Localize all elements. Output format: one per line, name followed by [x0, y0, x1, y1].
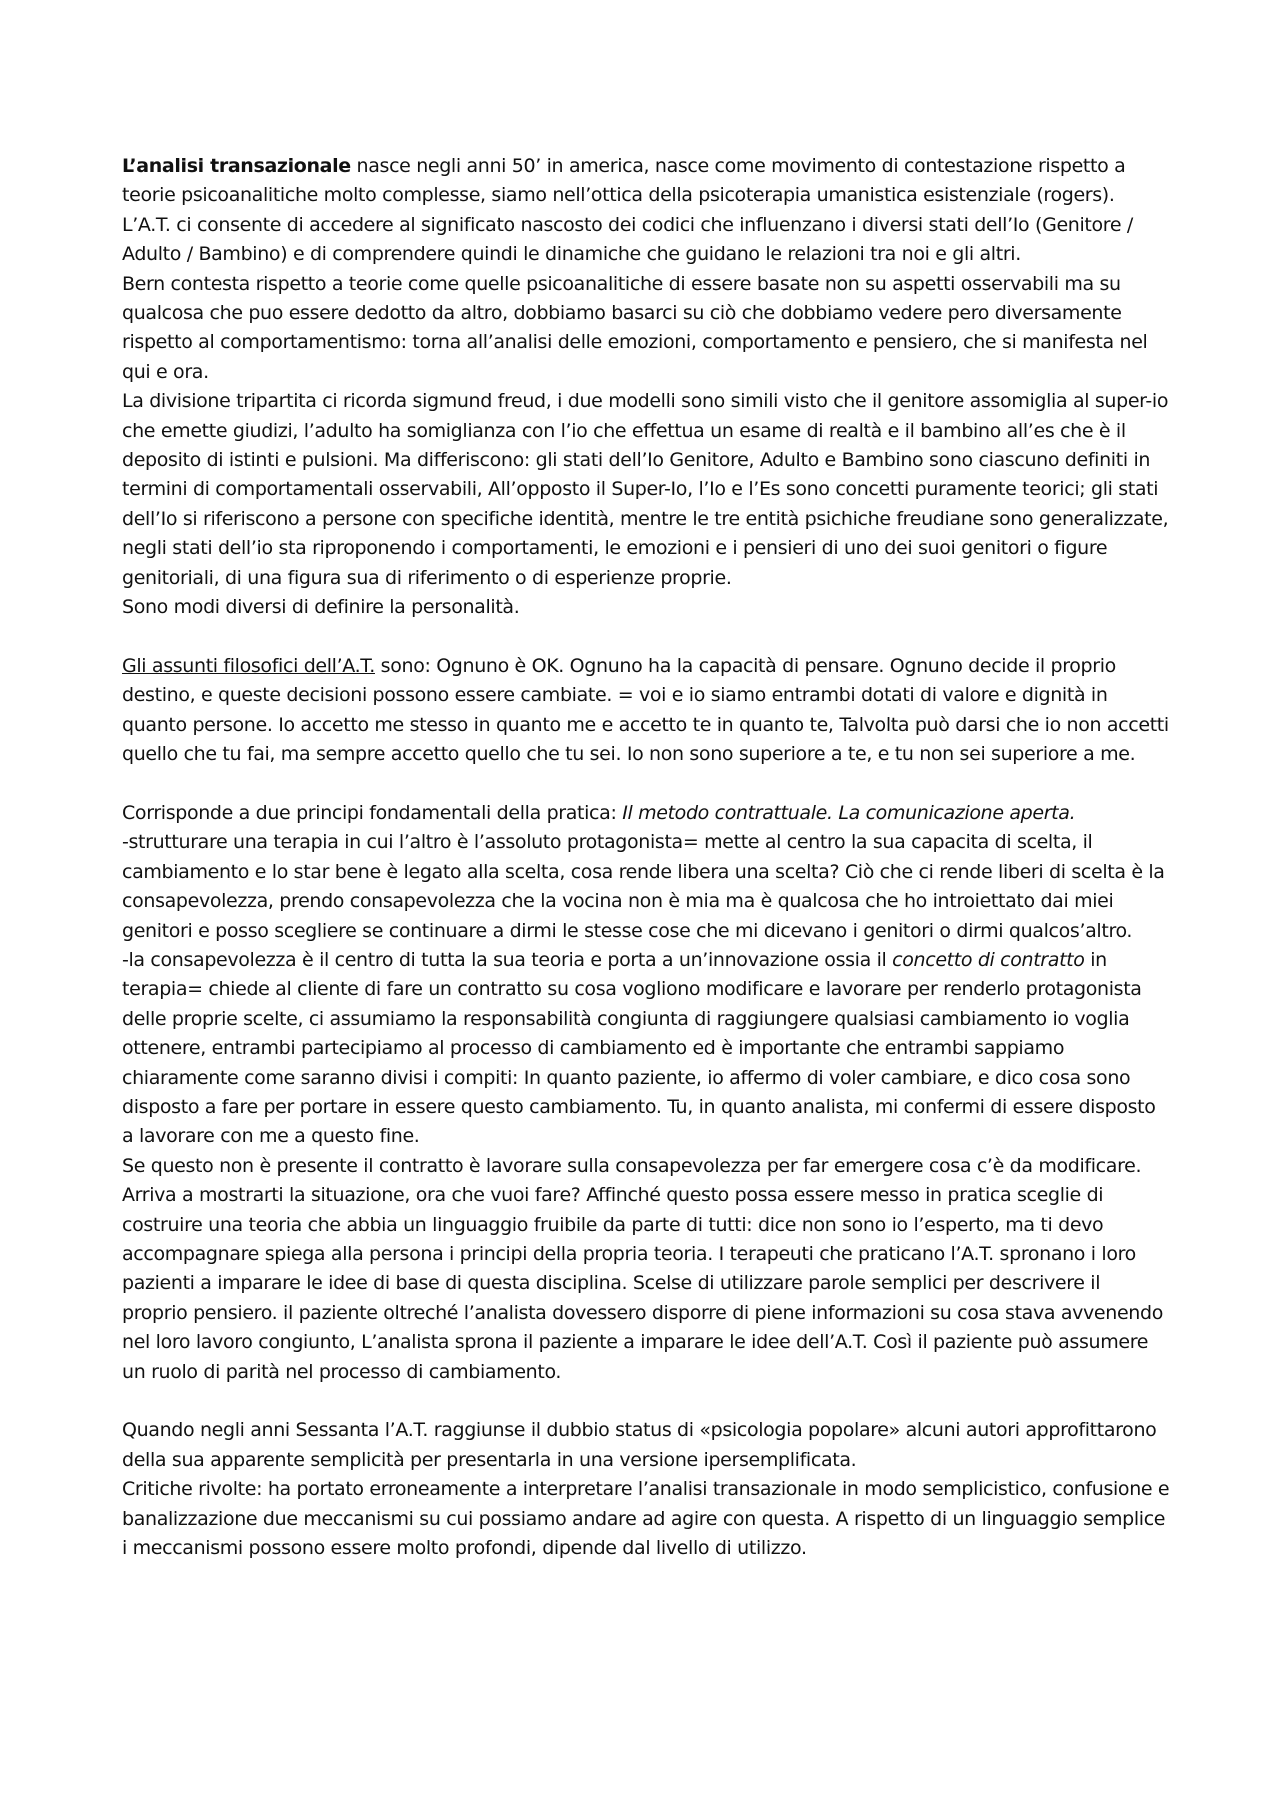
blank-line	[122, 1387, 1170, 1416]
intro-text: nasce negli anni 50’ in america, nasce come movimento di contestazione rispetto a teorie psicoanalitiche molto complesse, siamo nell’ottica della psicoterapia umanistica esistenziale (rogers).	[122, 155, 1126, 207]
paragraph-therapy-structure: -strutturare una terapia in cui l’altro è l’assoluto protagonista= mette al centro la sua capacita di scelta, il cambiamento e lo star bene è legato alla scelta, cosa rende libera una scelta? Ciò che ci rende liberi di scelta è la consapevolezza, prendo consapevolezza che la vocina non è mia ma è qualcosa che ho introiettato dai miei genitori e posso scegliere se continuare a dirmi le stesse cose che mi dicevano i genitori o dirmi qualcos’altro.	[122, 831, 1165, 942]
principles-italic: Il metodo contrattuale. La comunicazione aperta.	[622, 801, 1076, 824]
contract-text-before: -la consapevolezza è il centro di tutta la sua teoria e porta a un’innovazione ossia il	[122, 948, 893, 971]
paragraph-assumptions	[122, 652, 1170, 770]
intro-bold-lead: L’analisi transazionale	[122, 155, 351, 177]
blank-line	[122, 623, 1170, 652]
assumptions-text: sono: Ognuno è OK. Ognuno ha la capacità di pensare. Ognuno decide il proprio destino, e queste decisioni possono essere cambiate. = voi e io siamo entrambi dotati di valore e dignità in quanto persone. Io accetto me stesso in quanto me e accetto te in quanto te, Talvolta può darsi che io non accetti quello che tu fai, ma sempre accetto quello che tu sei. Io non sono superiore a te, e tu non sei superiore a me.	[122, 654, 1169, 766]
paragraph-awareness: Se questo non è presente il contratto è lavorare sulla consapevolezza per far emergere cosa c’è da modificare. Arriva a mostrarti la situazione, ora che vuoi fare? Affinché questo possa essere messo in pratica sceglie di costruire una teoria che abbia un linguaggio fruibile da parte di tutti: dice non sono io l’esperto, ma ti devo accompagnare spiega alla persona i principi della propria teoria. I terapeuti che praticano l’A.T. spronano i loro pazienti a imparare le idee di base di questa disciplina. Scelse di utilizzare parole semplici per descrivere il proprio pensiero. il paziente oltreché l’analista dovessero disporre di piene informazioni su cosa stava avvenendo nel loro lavoro congiunto, L’analista sprona il paziente a imparare le idee dell’A.T. Così il paziente può assumere un ruolo di parità nel processo di cambiamento.	[122, 1154, 1163, 1383]
paragraph-contract	[122, 946, 1170, 1152]
paragraph-personality: Sono modi diversi di definire la personalità.	[122, 596, 520, 619]
paragraph-principles	[122, 799, 1170, 828]
paragraph-criticism: Critiche rivolte: ha portato erroneamente a interpretare l’analisi transazionale in modo semplicistico, confusione e banalizzazione due meccanismi su cui possiamo andare ad agire con questa. A rispetto di un linguaggio semplice i meccanismi possono essere molto profondi, dipende dal livello di utilizzo.	[122, 1478, 1170, 1560]
paragraph-freud: La divisione tripartita ci ricorda sigmund freud, i due modelli sono simili visto che il genitore assomiglia al super-io che emette giudizi, l’adulto ha somiglianza con l’io che effettua un esame di realtà e il bambino all’es che è il deposito di istinti e pulsioni. Ma differiscono: gli stati dell’Io Genitore, Adulto e Bambino sono ciascuno definiti in termini di comportamentali osservabili, All’opposto il Super-Io, l’Io e l’Es sono concetti puramente teorici; gli stati dell’Io si riferiscono a persone con specifiche identità, mentre le tre entità psichiche freudiane sono generalizzate, negli stati dell’io sta riproponendo i comportamenti, le emozioni e i pensieri di uno dei suoi genitori o figure genitoriali, di una figura sua di riferimento o di esperienze proprie.	[122, 390, 1169, 589]
contract-text-after: in terapia= chiede al cliente di fare un contratto su cosa vogliono modificare e lavorare per renderlo protagonista delle proprie scelte, ci assumiamo la responsabilità congiunta di raggiungere qualsiasi cambiamento io voglia ottenere, entrambi partecipiamo al processo di cambiamento ed è importante che entrambi sappiamo chiaramente come saranno divisi i compiti: In quanto paziente, io affermo di voler cambiare, e dico cosa sono disposto a fare per portare in essere questo cambiamento. Tu, in quanto analista, mi confermi di essere disposto a lavorare con me a questo fine.	[122, 948, 1156, 1148]
paragraph-intro	[122, 152, 1170, 211]
principles-text: Corrisponde a due principi fondamentali della pratica:	[122, 801, 623, 824]
paragraph-sixties: Quando negli anni Sessanta l’A.T. raggiunse il dubbio status di «psicologia popolare» alcuni autori approfittarono della sua apparente semplicità per presentarla in una versione ipersemplificata.	[122, 1419, 1157, 1471]
paragraph-bern: Bern contesta rispetto a teorie come quelle psicoanalitiche di essere basate non su aspetti osservabili ma su qualcosa che puo essere dedotto da altro, dobbiamo basarci su ciò che dobbiamo vedere pero diversamente rispetto al comportamentismo: torna all’analisi delle emozioni, comportamento e pensiero, che si manifesta nel qui e ora.	[122, 272, 1148, 383]
blank-line	[122, 770, 1170, 799]
paragraph-at-codes: L’A.T. ci consente di accedere al significato nascosto dei codici che influenzano i diversi stati dell’Io (Genitore / Adulto / Bambino) e di comprendere quindi le dinamiche che guidano le relazioni tra noi e gli altri.	[122, 213, 1133, 266]
assumptions-underlined-lead: Gli assunti filosofici dell’A.T.	[122, 654, 375, 677]
contract-italic: concetto di contratto	[892, 948, 1085, 971]
